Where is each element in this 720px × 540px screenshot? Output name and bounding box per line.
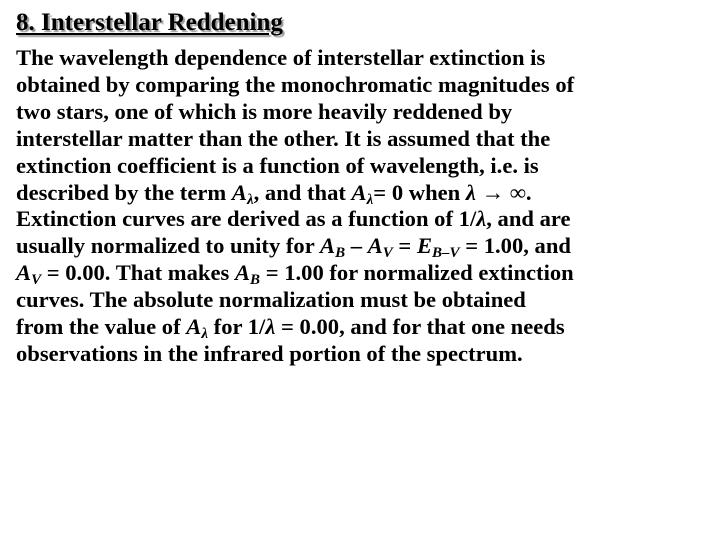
- body-text-segment: = 1.00 for normalized extinction: [260, 260, 574, 286]
- body-text-segment: A: [186, 314, 202, 340]
- body-text-segment: , and are: [486, 206, 571, 232]
- subscript-text: B: [250, 272, 261, 289]
- subscript-text: B: [335, 245, 346, 262]
- body-text-segment: = 1.00, and: [459, 233, 571, 259]
- subscript-text: B–V: [432, 245, 460, 262]
- body-line: [16, 153, 716, 180]
- subscript-text: V: [382, 245, 393, 262]
- body-line: [16, 260, 716, 287]
- body-line: [16, 341, 716, 368]
- body-text-segment: extinction coefficient is a function of wavelength, i.e. is: [16, 152, 539, 178]
- body-line: [16, 287, 716, 314]
- body-text-segment: from the value of: [16, 314, 187, 340]
- body-line: [16, 45, 716, 72]
- body-line: [16, 72, 716, 99]
- subscript-text: λ: [246, 191, 254, 208]
- body-text-segment: = 0.00. That makes: [41, 260, 235, 286]
- body-text-segment: λ: [465, 179, 476, 205]
- body-text-segment: A: [367, 233, 383, 259]
- subscript-text: λ: [201, 326, 209, 343]
- body-text-segment: two stars, one of which is more heavily reddened by: [16, 98, 513, 124]
- body-line: [16, 233, 716, 260]
- body-text-segment: =: [392, 233, 417, 259]
- body-text-segment: = 0 when: [373, 179, 466, 205]
- body-text-segment: A: [351, 179, 367, 205]
- body-text-segment: for 1/: [208, 314, 266, 340]
- subscript-text: V: [31, 272, 42, 289]
- body-text-segment: usually normalized to unity for: [16, 233, 320, 259]
- body-text-segment: λ: [265, 314, 276, 340]
- subscript-text: λ: [366, 191, 374, 208]
- body-text-segment: The wavelength dependence of interstellar extinction is: [16, 45, 546, 70]
- body-text-segment: described by the term: [16, 179, 232, 205]
- body-line: [16, 180, 716, 207]
- body-line: [16, 206, 716, 233]
- body-text-segment: obtained by comparing the monochromatic magnitudes of: [16, 71, 575, 97]
- body-text-segment: A: [234, 260, 251, 286]
- body-text-segment: A: [320, 233, 336, 259]
- body-text-segment: E: [416, 233, 433, 259]
- body-text-segment: interstellar matter than the other. It is assumed that the: [16, 125, 551, 151]
- body-paragraph: [16, 45, 716, 368]
- body-line: [16, 99, 716, 126]
- body-text-segment: A: [231, 179, 247, 205]
- body-text-segment: curves. The absolute normalization must be obtained: [16, 287, 526, 313]
- body-text-segment: = 0.00, and for that one needs: [275, 314, 565, 340]
- body-text-segment: Extinction curves are derived as a function of 1/: [16, 206, 477, 232]
- body-text-segment: , and that: [253, 179, 352, 205]
- body-text-segment: → ∞.: [475, 179, 532, 205]
- body-text-segment: –: [345, 233, 368, 259]
- body-text-segment: λ: [476, 206, 487, 232]
- body-line: [16, 126, 716, 153]
- body-line: [16, 314, 716, 341]
- body-text-segment: A: [16, 260, 32, 286]
- slide-title: 8. Interstellar Reddening: [16, 9, 283, 36]
- body-text-segment: observations in the infrared portion of the spectrum.: [16, 340, 523, 366]
